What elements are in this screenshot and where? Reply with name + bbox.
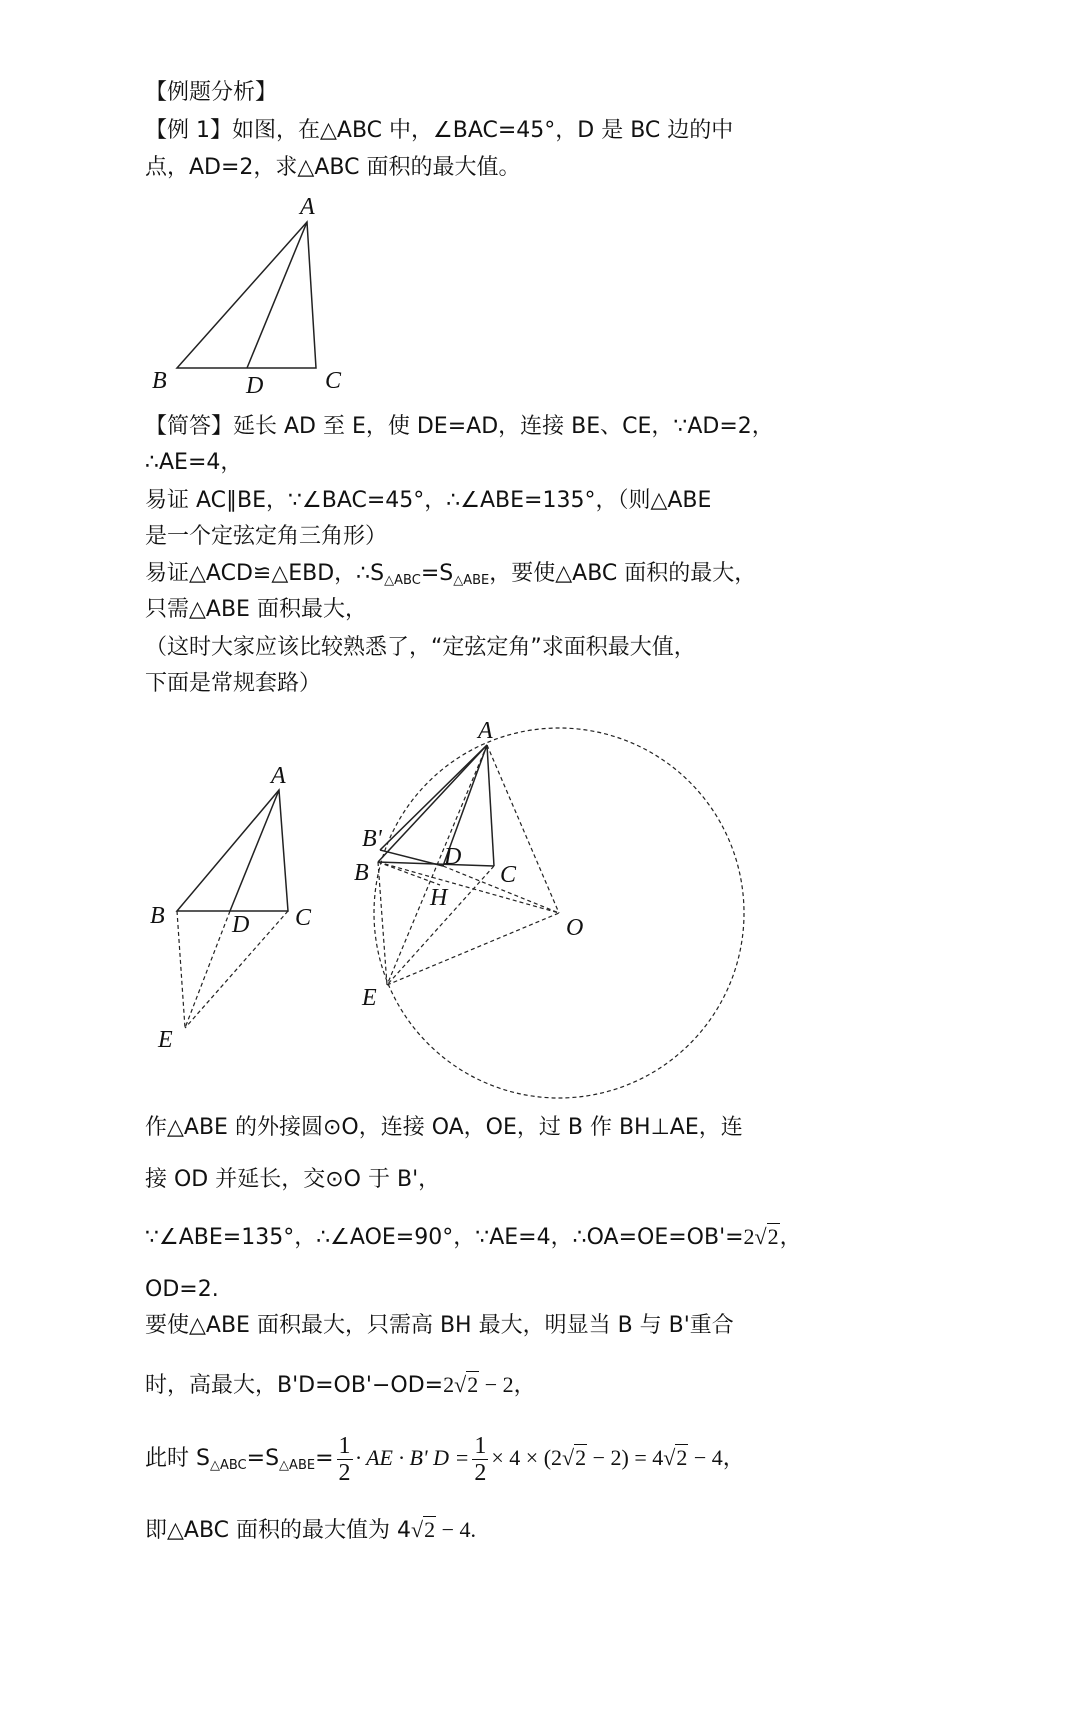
fig2-right-label-d: D: [444, 844, 462, 870]
solution-line-4: OD=2.: [145, 1277, 219, 1302]
sqrt-sign: √: [411, 1517, 424, 1542]
math: − 2，: [479, 1372, 536, 1397]
problem-line-1: 【例 1】如图，在△ABC 中，∠BAC=45°，D 是 BC 边的中: [145, 118, 734, 143]
sqrt-sign: √: [754, 1224, 767, 1249]
solution-line-6: [145, 1370, 536, 1401]
denominator: 2: [474, 1459, 487, 1486]
solution-line-1: 作△ABE 的外接圆⊙O，连接 OA，OE，过 B 作 BH⊥AE，连: [145, 1115, 743, 1140]
fig2-right-label-b: B: [354, 860, 369, 886]
text: 时，高最大，B'D=OB'−OD=: [145, 1373, 444, 1398]
solution-line-7: [145, 1430, 745, 1494]
numerator: 1: [338, 1432, 351, 1459]
solution-line-8: [145, 1515, 476, 1546]
fig2-right-label-o: O: [566, 915, 584, 941]
answer-line-4: 是一个定弦定角三角形）: [145, 524, 388, 549]
subscript: △ABE: [453, 573, 490, 588]
math: 2: [467, 1372, 479, 1397]
text: 此时 S: [145, 1446, 210, 1471]
math: 2: [743, 1224, 755, 1249]
answer-line-3: 易证 AC∥BE，∵∠BAC=45°，∴∠ABE=135°，（则△ABE: [145, 488, 712, 513]
fig2-right-label-h: H: [430, 885, 448, 911]
numerator: 1: [474, 1432, 487, 1459]
text: 易证△ACD≌△EBD，∴S: [145, 561, 385, 586]
fig1-label-c: C: [325, 368, 342, 394]
math: 2: [767, 1224, 779, 1249]
fraction: [337, 1433, 353, 1486]
sqrt-sign: √: [663, 1445, 676, 1470]
math: × 4 × (2: [491, 1445, 563, 1470]
subscript: △ABC: [384, 573, 421, 588]
fraction: [472, 1433, 488, 1486]
answer-line-5: [145, 559, 756, 596]
text: ，: [779, 1225, 802, 1250]
text: =S: [246, 1446, 280, 1471]
answer-line-2: ∴AE=4，: [145, 450, 243, 475]
math: − 4，: [688, 1445, 745, 1470]
math: 2: [443, 1372, 455, 1397]
text: 即△ABC 面积的最大值为 4: [145, 1518, 412, 1543]
denominator: 2: [338, 1459, 351, 1486]
figure-1: [177, 222, 316, 368]
solution-line-3: [145, 1222, 802, 1253]
fig1-label-a: A: [300, 194, 315, 220]
answer-line-1: 【简答】延长 AD 至 E，使 DE=AD，连接 BE、CE，∵AD=2，: [145, 414, 774, 439]
fig2-left-label-e: E: [158, 1027, 173, 1053]
solution-line-2: 接 OD 并延长，交⊙O 于 B'，: [145, 1167, 441, 1192]
subscript: △ABC: [209, 1458, 247, 1473]
section-heading: 【例题分析】: [145, 80, 278, 105]
fig2-right-label-c: C: [500, 862, 517, 888]
subscript: △ABE: [279, 1458, 316, 1473]
fig2-right-label-e: E: [362, 985, 377, 1011]
fig1-label-b: B: [152, 368, 167, 394]
problem-line-2: 点，AD=2，求△ABC 面积的最大值。: [145, 155, 521, 180]
fig2-left-label-d: D: [232, 912, 250, 938]
text: ，要使△ABC 面积的最大，: [489, 561, 757, 586]
text: ∵∠ABE=135°，∴∠AOE=90°，∵AE=4，∴OA=OE=OB'=: [145, 1225, 744, 1250]
math: 2: [676, 1445, 688, 1470]
math: · AE · B' D =: [355, 1445, 470, 1470]
figure-2-right: [374, 728, 744, 1098]
figure-2-left: [177, 790, 288, 1028]
solution-line-5: 要使△ABE 面积最大，只需高 BH 最大，明显当 B 与 B'重合: [145, 1313, 734, 1338]
sqrt-sign: √: [454, 1372, 467, 1397]
text: =: [315, 1446, 334, 1471]
fig2-right-label-a: A: [478, 718, 493, 744]
math: 2: [575, 1445, 587, 1470]
math: − 4.: [436, 1517, 477, 1542]
fig2-left-label-b: B: [150, 903, 165, 929]
fig2-right-label-bprime: B': [362, 826, 382, 852]
text: =S: [420, 561, 454, 586]
fig1-label-d: D: [246, 373, 264, 399]
math: − 2) = 4: [587, 1445, 664, 1470]
answer-line-8: 下面是常规套路）: [145, 671, 322, 696]
answer-line-7: （这时大家应该比较熟悉了，“定弦定角”求面积最大值，: [145, 635, 696, 660]
answer-line-6: 只需△ABE 面积最大，: [145, 597, 367, 622]
fig2-left-label-c: C: [295, 905, 312, 931]
math: 2: [424, 1517, 436, 1542]
fig2-left-label-a: A: [271, 763, 286, 789]
sqrt-sign: √: [562, 1445, 575, 1470]
